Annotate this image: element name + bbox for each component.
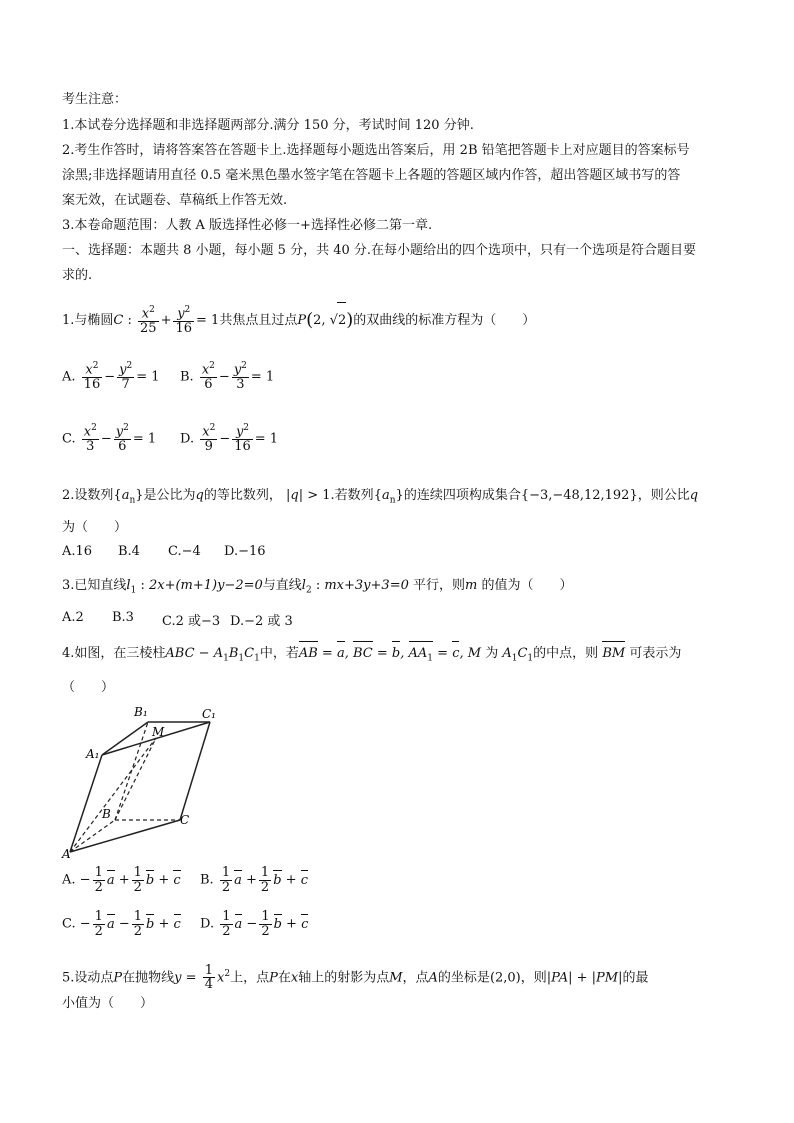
q3-option-d[interactable]: D.−2 或 3 <box>230 614 293 629</box>
notice-title: 考生注意： <box>62 92 128 107</box>
q1-option-a[interactable]: A. $\frac{x^2}{16}$ − $\frac{y^2}{7}$ = 1 <box>62 361 160 392</box>
q2-set: {−3,−48,12,192} <box>520 488 638 503</box>
question-4: 4.如图，在三棱柱ABC − $A_1B_1C_1$中，若AB = a, BC = b, $AA_1 = c$, M 为 $A_1C_1$的中点，则 BM 可表示为 <box>62 644 681 669</box>
question-4-cont: （ ） <box>62 680 115 695</box>
q1-text-pre: 1.与椭圆 <box>62 313 114 328</box>
question-5: 5.设动点P在抛物线y = $\frac{1}{4}$ $x^2$上，点P在x轴上的射影为点M，点A的坐标是(2,0)，则|PA| + |PM|的最 <box>62 962 649 993</box>
label-a1: A₁ <box>86 747 100 761</box>
label-a: A <box>62 847 71 860</box>
q1-option-d[interactable]: D. $\frac{x^2}{9}$ − $\frac{y^2}{16}$ = 1 <box>180 423 279 454</box>
q5-coord: (2,0) <box>489 970 521 986</box>
section-header-cont: 求的. <box>62 268 93 283</box>
notice-item-2: 2.考生作答时，请将答案答在答题卡上.选择题每小题选出答案后，用 2B 铅笔把答题卡上对应题目的答案标号 <box>62 143 690 158</box>
question-2: 2.设数列$\{a_n\}$是公比为q的等比数列， |q| > 1.若数列$\{a_n\}$的连续四项构成集合{−3,−48,12,192}，则公比q <box>62 488 699 506</box>
q4-option-d[interactable]: D. $\frac{1}{2}$ a − $\frac{1}{2}$ b + c <box>200 909 309 939</box>
question-5-cont: 小值为（ ） <box>62 996 154 1011</box>
question-1: 1.与椭圆C : $\frac{x^2}{25}$ + $\frac{y^2}{16}$ = 1共焦点且过点P(2, √2)的双曲线的标准方程为（ ） <box>62 302 535 339</box>
label-c1: C₁ <box>202 707 216 721</box>
q2-option-a[interactable]: A.16 <box>62 544 93 559</box>
q1-option-b[interactable]: B. $\frac{x^2}{6}$ − $\frac{y^2}{3}$ = 1 <box>180 361 275 392</box>
q1-text-post: 的双曲线的标准方程为（ ） <box>353 313 536 328</box>
label-m: M <box>152 725 165 739</box>
label-c: C <box>180 813 190 827</box>
question-3: 3.已知直线$l_1$ : 2x+(m+1)y−2=0与直线$l_2$ : mx+3y+3=0 平行，则m 的值为（ ） <box>62 578 573 596</box>
q4-option-b[interactable]: B. $\frac{1}{2}$ a + $\frac{1}{2}$ b + c <box>200 865 308 895</box>
q1-option-c[interactable]: C. $\frac{x^2}{3}$ − $\frac{y^2}{6}$ = 1 <box>62 423 157 454</box>
q2-option-d[interactable]: D.−16 <box>224 544 266 559</box>
notice-item-1: 1.本试卷分选择题和非选择题两部分.满分 150 分，考试时间 120 分钟. <box>62 118 474 133</box>
q4-option-a[interactable]: A. − $\frac{1}{2}$ a + $\frac{1}{2}$ b + c <box>62 865 181 895</box>
q3-option-a[interactable]: A.2 <box>62 610 84 625</box>
q2-option-b[interactable]: B.4 <box>118 544 140 559</box>
q3-option-c[interactable]: C.2 或−3 <box>162 614 221 629</box>
q2-option-c[interactable]: C.−4 <box>168 544 201 559</box>
question-2-cont: 为（ ） <box>62 520 128 535</box>
q1-text-mid: 共焦点且过点 <box>219 313 298 328</box>
section-header: 一、选择题：本题共 8 小题，每小题 5 分，共 40 分.在每小题给出的四个选项中，只有一个选项是符合题目要 <box>62 243 697 258</box>
q3-option-b[interactable]: B.3 <box>112 610 134 625</box>
notice-item-2-end: 案无效，在试题卷、草稿纸上作答无效. <box>62 193 288 208</box>
label-b1: B₁ <box>134 705 148 719</box>
notice-item-3: 3.本卷命题范围：人教 A 版选择性必修一+选择性必修二第一章. <box>62 218 433 233</box>
prism-figure <box>60 700 220 860</box>
notice-item-2-cont: 涂黑;非选择题请用直径 0.5 毫米黑色墨水签字笔在答题卡上各题的答题区域内作答，超出答题区域书写的答 <box>62 168 681 183</box>
label-b: B <box>102 807 111 821</box>
q4-option-c[interactable]: C. − $\frac{1}{2}$ a − $\frac{1}{2}$ b + c <box>62 909 181 939</box>
